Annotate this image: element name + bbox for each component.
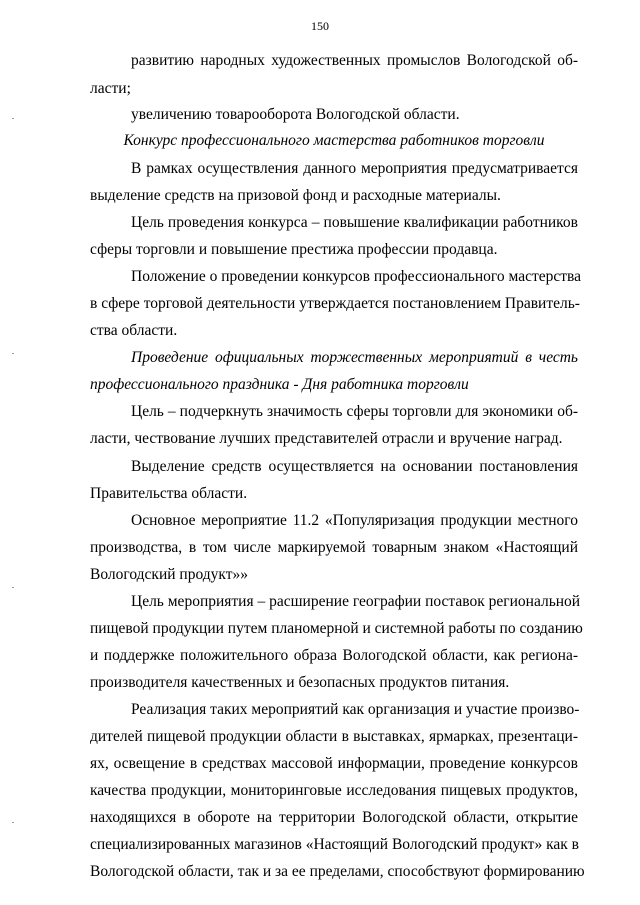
text-line: качества продукции, мониторинговые исследования пищевых продуктов, bbox=[90, 782, 578, 799]
section-heading: Проведение официальных торжественных мероприятий в честь bbox=[131, 349, 578, 366]
scan-margin-mark bbox=[12, 118, 14, 119]
text-line: производства, в том числе маркируемой товарным знаком «Настоящий bbox=[90, 539, 578, 556]
section-heading: профессионального праздника - Дня работника торговли bbox=[90, 376, 469, 393]
text-line: развитию народных художественных промыслов Вологодской об- bbox=[131, 52, 578, 69]
text-line: производителя качественных и безопасных продуктов питания. bbox=[90, 674, 510, 691]
text-line: пищевой продукции путем планомерной и системной работы по созданию bbox=[90, 620, 583, 637]
text-line: ях, освещение в средствах массовой информации, проведение конкурсов bbox=[90, 755, 578, 772]
scan-margin-mark bbox=[12, 353, 14, 354]
text-line: ласти; bbox=[90, 80, 131, 97]
scan-margin-mark bbox=[12, 587, 14, 588]
text-line: ства области. bbox=[90, 322, 178, 339]
text-line: Цель проведения конкурса – повышение квалификации работников bbox=[131, 214, 578, 231]
text-line: Основное мероприятие 11.2 «Популяризация продукции местного bbox=[131, 512, 578, 529]
text-line: ласти, чествование лучших представителей отрасли и вручение наград. bbox=[90, 430, 563, 447]
text-line: Вологодский продукт»» bbox=[90, 566, 248, 583]
text-line: сферы торговли и повышение престижа профессии продавца. bbox=[90, 241, 498, 258]
text-line: выделение средств на призовой фонд и расходные материалы. bbox=[90, 187, 501, 204]
text-line: Цель мероприятия – расширение географии поставок региональной bbox=[131, 593, 581, 610]
scan-margin-mark bbox=[12, 822, 14, 823]
text-line: Реализация таких мероприятий как организация и участие произво- bbox=[131, 701, 580, 718]
text-line: Вологодской области, так и за ее пределами, способствуют формированию bbox=[90, 863, 585, 880]
text-line: специализированных магазинов «Настоящий Вологодский продукт» как в bbox=[90, 836, 579, 853]
text-line: В рамках осуществления данного мероприятия предусматривается bbox=[131, 160, 578, 177]
text-line: дителей пищевой продукции области в выставках, ярмарках, презентаци- bbox=[90, 728, 578, 745]
section-heading: Конкурс профессионального мастерства работников торговли bbox=[123, 132, 545, 149]
text-line: находящихся в обороте на территории Вологодской области, открытие bbox=[90, 809, 578, 826]
text-line: Выделение средств осуществляется на основании постановления bbox=[131, 458, 578, 475]
text-line: в сфере торговой деятельности утверждается постановлением Правитель- bbox=[90, 295, 580, 312]
text-line: увеличению товарооборота Вологодской области. bbox=[131, 106, 460, 123]
text-line: Правительства области. bbox=[90, 485, 248, 502]
text-line: Положение о проведении конкурсов профессионального мастерства bbox=[131, 268, 582, 285]
page-number: 150 bbox=[311, 19, 329, 33]
text-line: Цель – подчеркнуть значимость сферы торговли для экономики об- bbox=[131, 403, 578, 420]
text-line: и поддержке положительного образа Вологодской области, как региона- bbox=[90, 647, 578, 664]
